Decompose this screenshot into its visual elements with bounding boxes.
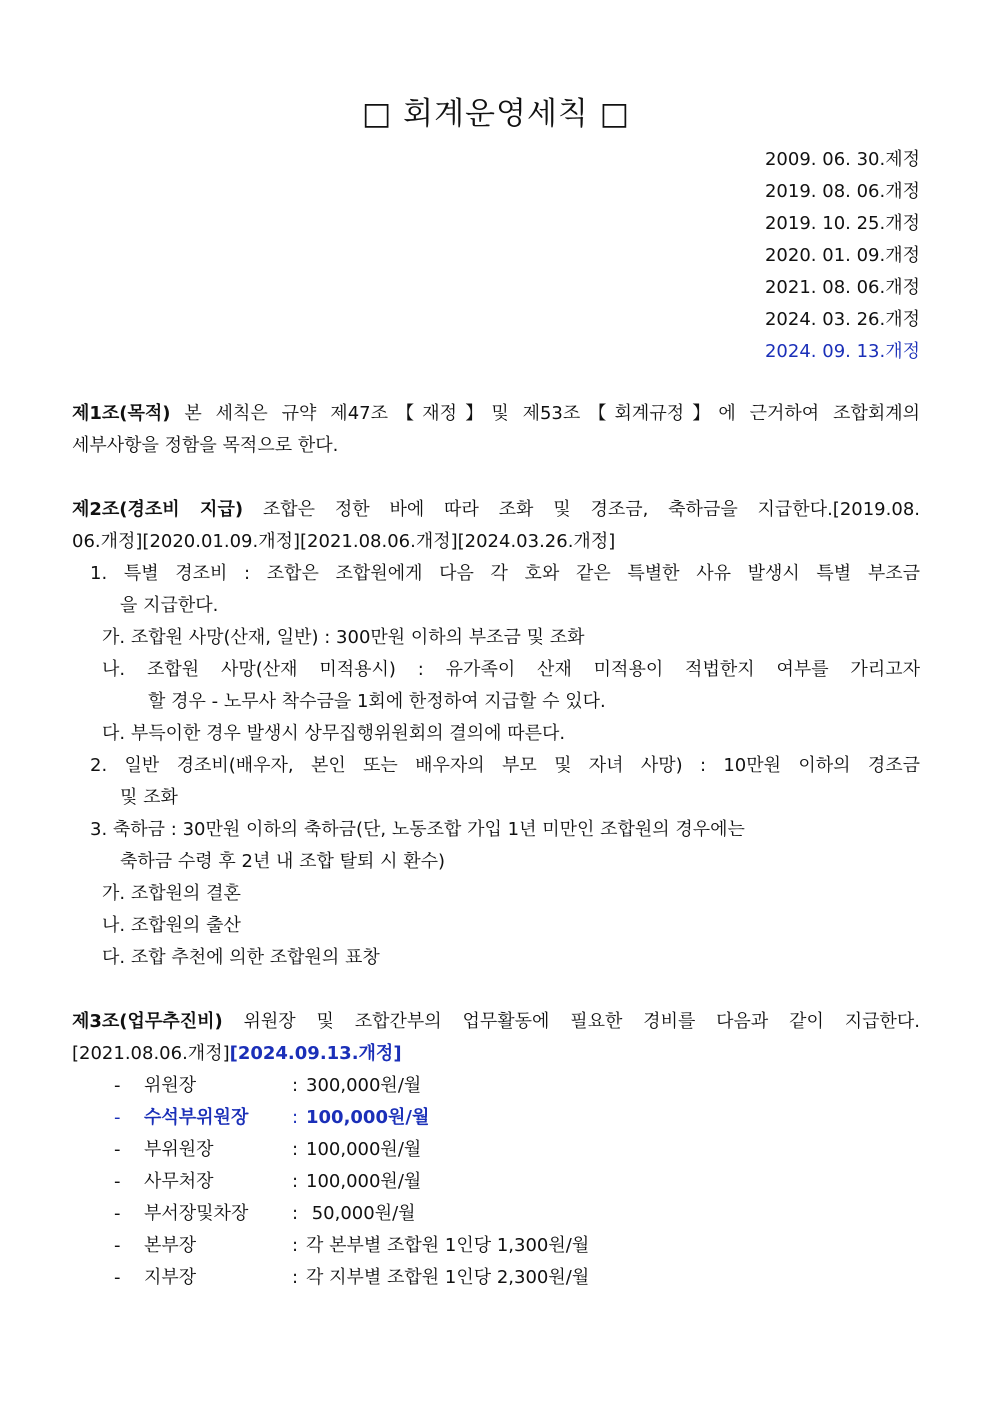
article-3-text: 위원장 및 조합간부의 업무활동에 필요한 경비를 다음과 같이 지급한다. bbox=[222, 1011, 920, 1032]
article-2-item-2-cont: 및 조화 bbox=[120, 787, 178, 808]
article-2-item-3-cont: 축하금 수령 후 2년 내 조합 탈퇴 시 환수) bbox=[120, 851, 446, 872]
article-1-line-1 bbox=[72, 398, 920, 430]
revision-date: 2021. 08. 06.개정 bbox=[764, 277, 920, 298]
fee-colon: : bbox=[291, 1267, 299, 1288]
fee-dash: - bbox=[114, 1171, 121, 1192]
article-3-line-1 bbox=[72, 1006, 920, 1038]
article-3-revision-note: [2021.08.06.개정] bbox=[72, 1043, 230, 1064]
article-2-item-3-sub-na: 나. 조합원의 출산 bbox=[102, 915, 241, 936]
article-2-line-1 bbox=[72, 494, 920, 526]
article-3 bbox=[72, 1006, 920, 1294]
fee-title: 본부장 bbox=[144, 1235, 197, 1256]
article-1-heading: 제1조(목적) bbox=[72, 403, 171, 424]
revision-date-latest: 2024. 09. 13.개정 bbox=[764, 341, 920, 362]
article-2-item-1-sub-da: 다. 부득이한 경우 발생시 상무집행위원회의 결의에 따른다. bbox=[102, 723, 566, 744]
fee-colon: : bbox=[291, 1107, 299, 1128]
article-2-item-1: 1. 특별 경조비 : 조합은 조합원에게 다음 각 호와 같은 특별한 사유 발생시 특별 부조금 bbox=[90, 563, 920, 584]
article-2-item-1-sub-na-cont: 할 경우 - 노무사 착수금을 1회에 한정하여 지급할 수 있다. bbox=[148, 691, 606, 712]
fee-row bbox=[72, 1134, 920, 1166]
fee-colon: : bbox=[291, 1235, 299, 1256]
fee-colon: : bbox=[291, 1075, 299, 1096]
revision-date: 2009. 06. 30.제정 bbox=[764, 149, 920, 170]
fee-colon: : bbox=[291, 1171, 299, 1192]
article-2-revision-notes: 06.개정][2020.01.09.개정][2021.08.06.개정][2024.03.26.개정] bbox=[72, 531, 616, 552]
revision-date: 2019. 10. 25.개정 bbox=[764, 213, 920, 234]
fee-row bbox=[72, 1262, 920, 1294]
revision-date: 2024. 03. 26.개정 bbox=[764, 309, 920, 330]
fee-amount: 50,000원/월 bbox=[306, 1203, 416, 1224]
fee-dash: - bbox=[114, 1267, 121, 1288]
fee-dash: - bbox=[114, 1235, 121, 1256]
article-2-text: 조합은 정한 바에 따라 조화 및 경조금, 축하금을 지급한다.[2019.08. bbox=[243, 499, 920, 520]
fee-dash: - bbox=[114, 1075, 121, 1096]
fee-dash: - bbox=[114, 1203, 121, 1224]
fee-amount: 100,000원/월 bbox=[306, 1171, 422, 1192]
fee-title: 부위원장 bbox=[144, 1139, 214, 1160]
fee-amount: 100,000원/월 bbox=[306, 1107, 430, 1128]
document-title: □ 회계운영세칙 □ bbox=[362, 96, 630, 132]
article-2-item-2: 2. 일반 경조비(배우자, 본인 또는 배우자의 부모 및 자녀 사망) : 10만원 이하의 경조금 bbox=[90, 755, 920, 776]
article-2-item-3: 3. 축하금 : 30만원 이하의 축하금(단, 노동조합 가입 1년 미만인 조합원의 경우에는 bbox=[90, 819, 745, 840]
article-1-text: 본 세칙은 규약 제47조【재정】및 제53조【회계규정】에 근거하여 조합회계의 bbox=[170, 403, 920, 424]
fee-amount: 각 지부별 조합원 1인당 2,300원/월 bbox=[306, 1267, 590, 1288]
article-2-heading: 제2조(경조비 지급) bbox=[72, 499, 244, 520]
fee-row bbox=[72, 1166, 920, 1198]
article-1 bbox=[72, 398, 920, 462]
article-2-item-3-sub-ga: 가. 조합원의 결혼 bbox=[102, 883, 241, 904]
article-2-item-1-sub-na: 나. 조합원 사망(산재 미적용시) : 유가족이 산재 미적용이 적법한지 여부를 가리고자 bbox=[102, 659, 920, 680]
fee-amount: 각 본부별 조합원 1인당 1,300원/월 bbox=[306, 1235, 590, 1256]
fee-amount: 300,000원/월 bbox=[306, 1075, 422, 1096]
article-2-item-1-cont: 을 지급한다. bbox=[120, 595, 219, 616]
fee-amount: 100,000원/월 bbox=[306, 1139, 422, 1160]
fee-title: 수석부위원장 bbox=[144, 1107, 249, 1128]
fee-colon: : bbox=[291, 1139, 299, 1160]
revision-date: 2020. 01. 09.개정 bbox=[764, 245, 920, 266]
revision-date: 2019. 08. 06.개정 bbox=[764, 181, 920, 202]
fee-row bbox=[72, 1230, 920, 1262]
fee-colon: : bbox=[291, 1203, 299, 1224]
article-3-heading: 제3조(업무추진비) bbox=[72, 1011, 223, 1032]
article-2-item-1-sub-ga: 가. 조합원 사망(산재, 일반) : 300만원 이하의 부조금 및 조화 bbox=[102, 627, 585, 648]
revision-history bbox=[600, 144, 920, 368]
article-2-item-3-sub-da: 다. 조합 추천에 의한 조합원의 표창 bbox=[102, 947, 380, 968]
fee-title: 지부장 bbox=[144, 1267, 197, 1288]
article-2 bbox=[72, 494, 920, 974]
fee-row bbox=[72, 1198, 920, 1230]
fee-row bbox=[72, 1070, 920, 1102]
fee-title: 위원장 bbox=[144, 1075, 197, 1096]
article-3-revision-notes bbox=[72, 1038, 920, 1070]
fee-title: 부서장및차장 bbox=[144, 1203, 249, 1224]
fee-title: 사무처장 bbox=[144, 1171, 214, 1192]
fee-dash: - bbox=[114, 1107, 121, 1128]
article-1-line-2: 세부사항을 정함을 목적으로 한다. bbox=[72, 435, 339, 456]
fee-dash: - bbox=[114, 1139, 121, 1160]
article-3-revision-note-latest: [2024.09.13.개정] bbox=[229, 1043, 402, 1064]
fee-row-highlighted bbox=[72, 1102, 920, 1134]
